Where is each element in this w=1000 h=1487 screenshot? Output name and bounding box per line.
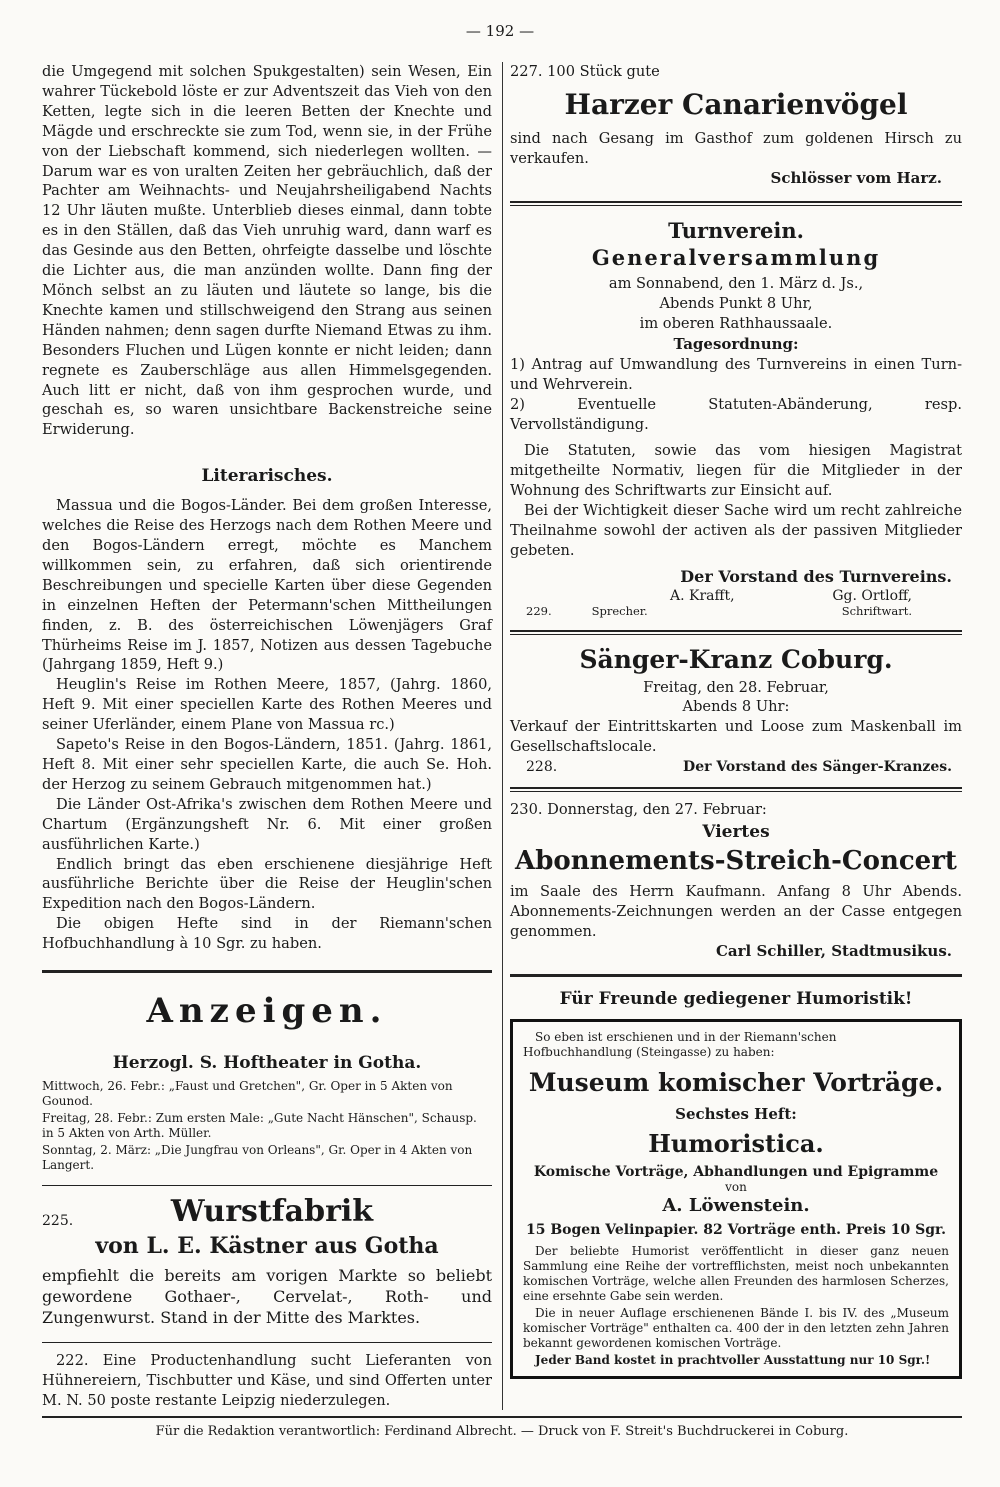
page-number: — 192 — [465, 22, 535, 40]
agenda-item: 1) Antrag auf Umwandlung des Turnvereins in einen Turn- und Wehrverein. [510, 356, 962, 394]
ad-text: Verkauf der Eintrittskarten und Loose zum Maskenball im Gesellschaftslocale. [510, 718, 962, 756]
ad-paragraph: Der beliebte Humorist veröffentlicht in dieser ganz neuen Sammlung eine Reihe der vortrefflichsten, meist noch unbekannten komischen Vorträge, welche allen Freunden des harmlosen Scherzes, eine ersehnte Gabe sein werden. [523, 1243, 949, 1303]
ad-signature: Carl Schiller, Stadtmusikus. [715, 941, 952, 960]
right-column [510, 62, 962, 1379]
agenda-item: 2) Eventuelle Statuten-Abänderung, resp. Vervollständigung. [510, 396, 962, 434]
ad-saengerkranz [510, 645, 962, 776]
ad-title: Sänger-Kranz Coburg. [579, 644, 893, 674]
ad-price: 15 Bogen Velinpapier. 82 Vorträge enth. Preis 10 Sgr. [525, 1221, 946, 1238]
column-divider [502, 62, 503, 1410]
literary-heading: Literarisches. [201, 466, 333, 487]
literary-paragraph: Die Länder Ost-Afrika's zwischen dem Rothen Meere und Chartum (Ergänzungsheft Nr. 6. Mit einer großen ausführlichen Karte.) [42, 795, 492, 853]
theater-entry: Mittwoch, 26. Febr.: „Faust und Gretchen", Gr. Oper in 5 Akten von Gounod. [42, 1079, 453, 1109]
ad-time: Abends Punkt 8 Uhr, [659, 294, 813, 312]
theater-schedule [42, 1079, 492, 1173]
ad-date: Freitag, den 28. Februar, [643, 678, 829, 696]
left-column [42, 62, 492, 1411]
ad-date: 230. Donnerstag, den 27. Februar: [510, 801, 767, 819]
ad-wurstfabrik [42, 1194, 492, 1328]
ad-signature: Der Vorstand des Sänger-Kranzes. [683, 759, 952, 776]
ad-paragraph: Bei der Wichtigkeit dieser Sache wird um recht zahlreiche Theilnahme sowohl der activen als der passiven Mitglieder gebeten. [510, 501, 962, 559]
ad-separator [42, 1185, 492, 1186]
ad-number: 225. [42, 1213, 74, 1230]
ad-title: Museum komischer Vorträge. [528, 1067, 944, 1097]
ad-title: Wurstfabrik [170, 1194, 374, 1230]
ad-producten: 222. Eine Productenhandlung sucht Lieferanten von Hühnereiern, Tischbutter und Käse, und sind Offerten unter M. N. 50 poste restante Leipzig niederzulegen. [42, 1352, 492, 1409]
ad-description: Komische Vorträge, Abhandlungen und Epigramme [533, 1163, 939, 1180]
article-continuation: die Umgegend mit solchen Spukgestalten) sein Wesen, Ein wahrer Tückebold löste er zur Adventszeit das Vieh von den Ketten, legte sich in die leeren Betten der Knechte und Mägde und erschreckte sie zum Tod, wenn sie, in der Frühe von der Liebschaft kommend, sich niederlegen wollten. — Darum war es von uralten Zeiten her gebräuchlich, daß der Pachter am Weihnachts- und Neujahrsheiligabend Nachts 12 Uhr läuten mußte. Unterblieb dieses einmal, dann tobte es in den Ställen, daß das Vieh unruhig ward, dann warf es das Gesinde aus den Betten, ohrfeigte dasselbe und löschte die Lichter aus, die man anzünden wollte. Dann fing der Mönch selbst an zu läuten und läutete so lange, bis die Knechte kamen und stillschweigend den Strang aus seinen Händen nahmen; denn sagen durfte Niemand Etwas zu ihm. Besonders Fluchen und Lügen konnte er nicht leiden; dann regnete es Zauberschläge aus allen Himmelsgegenden. Auch litt er nicht, daß von ihm gesprochen wurde, und geschah es, so waren unsichtbare Backenstreiche seine Erwiderung. [42, 63, 492, 439]
ad-title: Harzer Canarienvögel [564, 87, 908, 121]
ad-paragraph: Die in neuer Auflage erschienenen Bände I. bis IV. des „Museum komischer Vorträge" enthalten ca. 400 der in den letzten zehn Jahren bekannt gewordenen komischen Vorträge. [523, 1305, 949, 1350]
ad-signature: Schlösser vom Harz. [770, 168, 942, 187]
ad-subtitle: Generalversammlung [591, 244, 881, 270]
ad-museum-box [510, 1019, 962, 1379]
ad-paragraph: Jeder Band kostet in prachtvoller Ausstattung nur 10 Sgr.! [535, 1352, 931, 1367]
ad-subtitle: von L. E. Kästner aus Gotha [95, 1233, 439, 1260]
ad-paragraph: Die Statuten, sowie das vom hiesigen Magistrat mitgetheilte Normativ, liegen für die Mitglieder in der Wohnung des Schriftwarts zur Einsicht auf. [510, 442, 962, 499]
section-rule [510, 630, 962, 635]
ad-turnverein [510, 218, 962, 618]
literary-paragraph: Heuglin's Reise im Rothen Meere, 1857, (Jahrg. 1860, Heft 9. Mit einer speciellen Karte des Rothen Meeres und seiner Uferländer, einem Plane von Massua rc.) [42, 676, 492, 734]
literary-paragraph: Die obigen Hefte sind in der Riemann'schen Hofbuchhandlung à 10 Sgr. zu haben. [42, 915, 492, 953]
signatory: A. Krafft, [670, 587, 735, 604]
humor-banner: Für Freunde gediegener Humoristik! [559, 988, 913, 1009]
section-rule [42, 970, 492, 973]
signatory: Gg. Ortloff, [832, 587, 912, 604]
ads-heading: Anzeigen. [146, 991, 388, 1032]
section-rule [510, 787, 962, 792]
ad-author: A. Löwenstein. [662, 1194, 810, 1216]
ad-von: von [725, 1179, 747, 1194]
literary-paragraph: Endlich bringt das eben erschienene diesjährige Heft ausführliche Berichte über die Reise der Heuglin'schen Expedition nach den Bogos-Ländern. [42, 855, 492, 913]
ad-separator [42, 1342, 492, 1343]
ad-concert [510, 800, 962, 960]
ad-title: Turnverein. [668, 217, 804, 243]
ad-signature: Der Vorstand des Turnvereins. [680, 566, 952, 586]
theater-entry: Sonntag, 2. März: „Die Jungfrau von Orleans", Gr. Oper in 4 Akten von Langert. [42, 1143, 473, 1173]
agenda-heading: Tagesordnung: [673, 335, 799, 354]
literary-paragraph: Massua und die Bogos-Länder. Bei dem großen Interesse, welches die Reise des Herzogs nach dem Rothen Meere und den Bogos-Ländern erregt, möchte es Manchem willkommen sein, zu erfahren, daß sich orientirende Beschreibungen und specielle Karten über diese Gegenden in einzelnen Heften der Petermann'schen Mittheilungen finden, z. B. des österreichischen Löwenjägers Graf Thürheims Reise im J. 1857, Notizen aus dessen Tagebuche (Jahrgang 1859, Heft 9.) [42, 497, 492, 674]
ad-text: empfiehlt die bereits am vorigen Markte so beliebt gewordene Gothaer-, Cervelat-, Roth- und Zungenwurst. Stand in der Mitte des Marktes. [42, 1266, 492, 1328]
signatories [510, 588, 962, 604]
theater-heading: Herzogl. S. Hoftheater in Gotha. [112, 1053, 422, 1074]
section-rule [510, 974, 962, 977]
ad-place: im oberen Rathhaussaale. [639, 314, 833, 332]
ad-intro: So eben ist erschienen und in der Riemann'schen Hofbuchhandlung (Steingasse) zu haben: [523, 1029, 837, 1059]
signatory-roles [510, 604, 962, 618]
theater-entry: Freitag, 28. Febr.: Zum ersten Male: „Gute Nacht Hänschen", Schausp. in 5 Akten von Arth. Müller. [42, 1111, 477, 1141]
ad-subtitle: Humoristica. [648, 1128, 824, 1158]
ad-text: sind nach Gesang im Gasthof zum goldenen Hirsch zu verkaufen. [510, 129, 962, 167]
ad-subtitle: Viertes [702, 822, 770, 843]
ad-date: am Sonnabend, den 1. März d. Js., [608, 274, 864, 292]
ad-number: 227. 100 Stück gute [510, 63, 660, 80]
signatory-role: Sprecher. [591, 603, 648, 618]
ad-number: 228. [526, 759, 558, 776]
ad-text: im Saale des Herrn Kaufmann. Anfang 8 Uhr Abends. Abonnements-Zeichnungen werden an der Casse entgegen genommen. [510, 883, 962, 940]
ad-footer [510, 759, 962, 775]
section-rule [510, 201, 962, 206]
imprint-footer: Für die Redaktion verantwortlich: Ferdinand Albrecht. — Druck von F. Streit's Buchdruckerei in Coburg. [42, 1416, 962, 1439]
ad-time: Abends 8 Uhr: [682, 698, 790, 716]
ad-number: 229. [526, 603, 552, 618]
ad-title: Abonnements-Streich-Concert [515, 846, 957, 877]
ad-heft: Sechstes Heft: [675, 1104, 797, 1123]
literary-paragraph: Sapeto's Reise in den Bogos-Ländern, 1851. (Jahrg. 1861, Heft 8. Mit einer sehr speciellen Karte, die auch Se. Hoh. der Herzog zu seinem Gebrauch mitgenommen hat.) [42, 736, 492, 793]
signatory-role: Schriftwart. [841, 603, 912, 618]
